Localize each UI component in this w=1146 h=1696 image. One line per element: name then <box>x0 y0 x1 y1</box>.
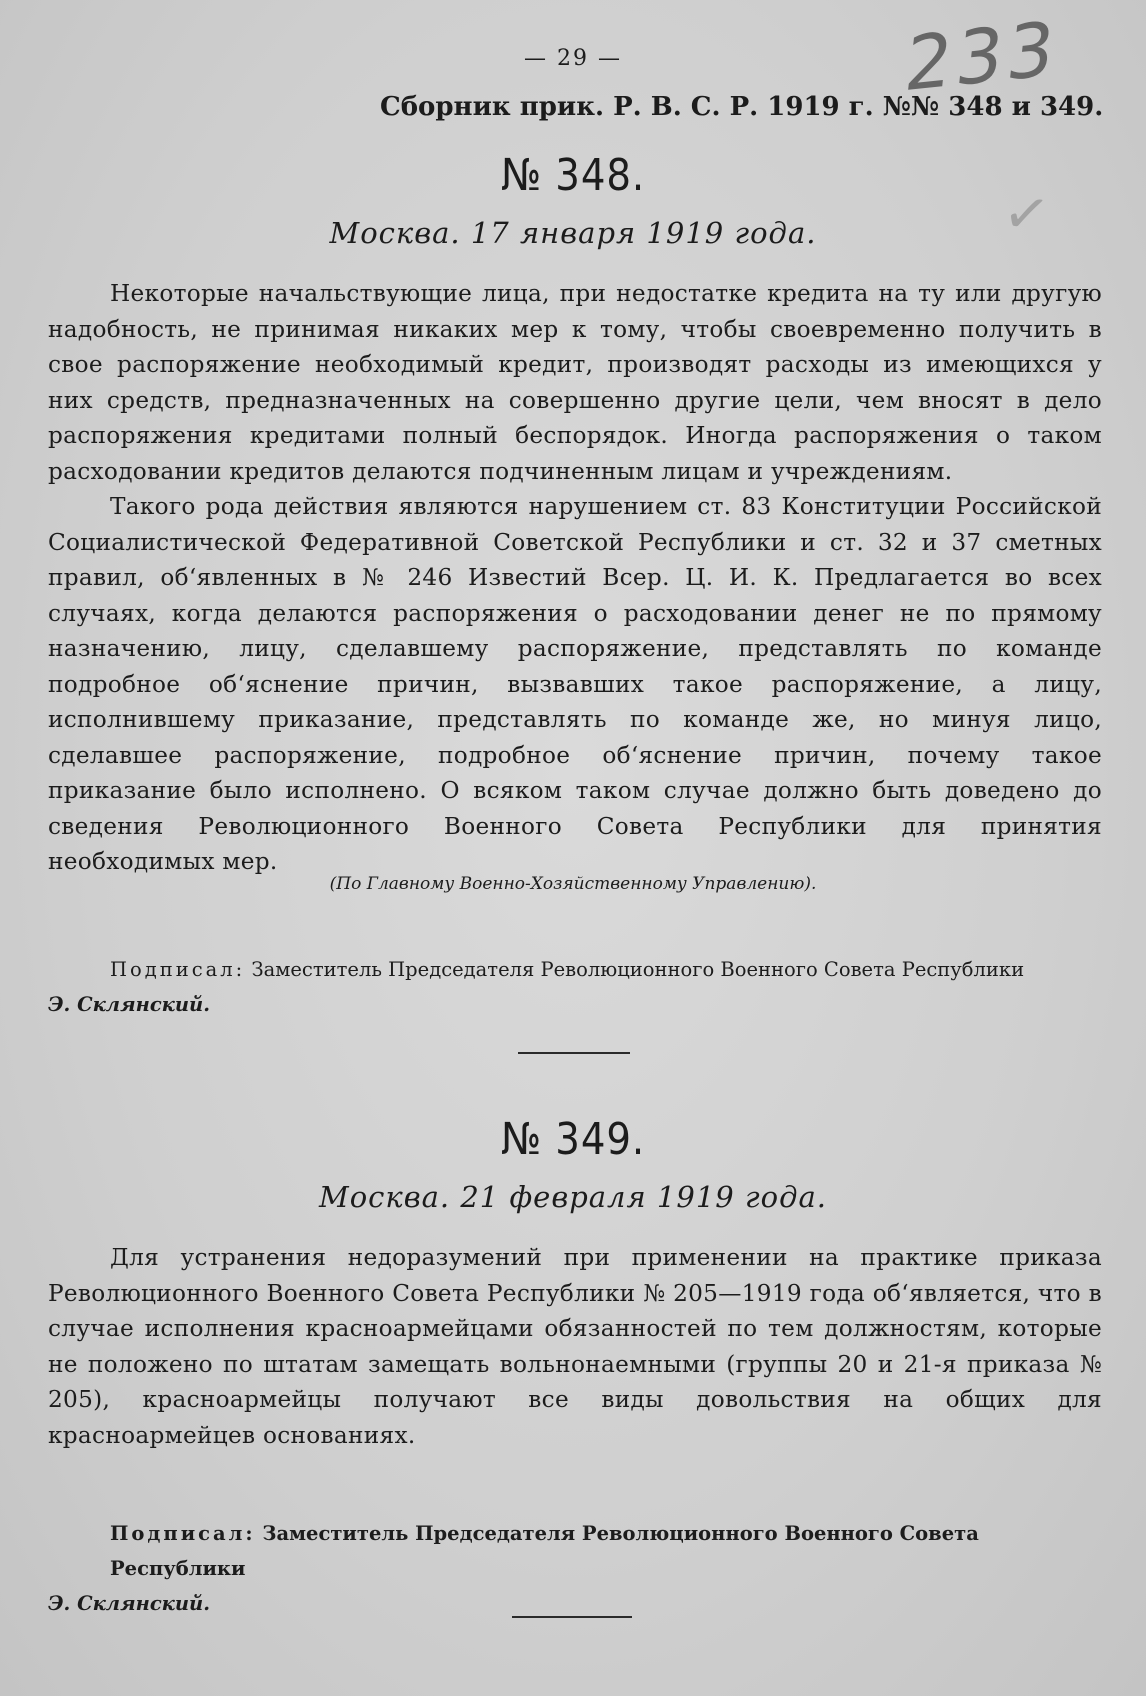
page-number: — 29 — <box>524 46 622 71</box>
order-348-paragraph-2: Такого рода действия являются нарушением ст. 83 Конституции Российской Социалистической Федеративной Советской Республики и ст. 32 и 37 сметных правил, об‘явленных в № 246 Известий Всер. Ц. И. К. Предлагается во всех случаях, когда делаются распоряжения о расходовании денег не по прямому назначению, лицу, сделавшему распоряжение, представлять по команде подробное об‘яснение причин, вызвавших такое распоряжение, а лицу, исполнившему приказание, представлять по команде же, но минуя лицо, сделавшее распоряжение, подробное об‘яснение причин, почему такое приказание было исполнено. О всяком таком случае должно быть доведено до сведения Революционного Военного Совета Республики для принятия необходимых мер. <box>48 493 1102 875</box>
end-divider <box>512 1616 632 1618</box>
signature-name: Э. Склянский. <box>48 993 211 1016</box>
order-348-paragraph-1: Некоторые начальствующие лица, при недостатке кредита на ту или другую надобность, не принимая никаких мер к тому, чтобы своевременно получить в свое распоряжение необходимый кредит, производят расходы из имеющихся у них средств, предназначенных на совершенно другие цели, чем вносят в дело распоряжения кредитами полный беспорядок. Иногда распоряжения о таком расходовании кредитов делаются подчиненным лицам и учреждениям. <box>48 280 1102 485</box>
order-348-number: № 348. <box>500 150 646 201</box>
handwritten-number: 233 <box>900 5 1063 109</box>
order-349-body <box>48 1240 1102 1453</box>
order-348-signature <box>48 952 1102 1022</box>
order-348-signature-line <box>48 952 1102 987</box>
signature-name: Э. Склянский. <box>48 1592 211 1615</box>
order-349-signature <box>48 1516 1102 1621</box>
order-349-date: Москва. 21 февраля 1919 года. <box>319 1180 827 1214</box>
signature-title: Заместитель Председателя Революционного Военного Совета Республики <box>245 958 1025 981</box>
order-348-body <box>48 276 1102 880</box>
order-349-signature-line <box>48 1516 1102 1586</box>
signature-title: Заместитель Председателя Революционного Военного Совета Республики <box>110 1522 979 1580</box>
source-note: (По Главному Военно-Хозяйственному Управлению). <box>329 874 817 894</box>
order-348-date: Москва. 17 января 1919 года. <box>329 216 817 250</box>
checkmark-icon: ✓ <box>998 179 1055 250</box>
order-349-paragraph-1: Для устранения недоразумений при применении на практике приказа Революционного Военного Совета Республики № 205—1919 года об‘является, что в случае исполнения красноармейцами обязанностей по тем должностям, которые не положено по штатам замещать вольнонаемными (группы 20 и 21-я приказа № 205), красноармейцы получают все виды довольствия на общих для красноармейцев основаниях. <box>48 1244 1102 1449</box>
signature-label: Подписал: <box>110 958 246 981</box>
section-divider <box>518 1052 630 1054</box>
signature-label: Подписал: <box>110 1522 256 1545</box>
order-349-number: № 349. <box>500 1114 646 1165</box>
running-header: Сборник прик. Р. В. С. Р. 1919 г. №№ 348 и 349. <box>380 92 1104 122</box>
